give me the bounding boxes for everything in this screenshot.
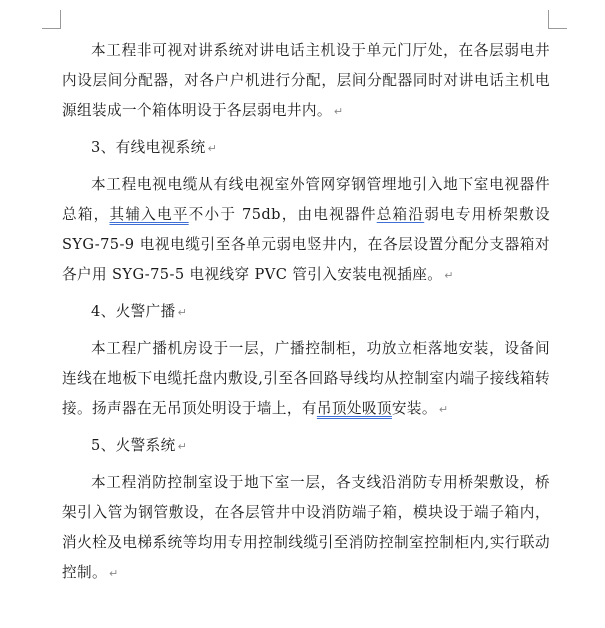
paragraph-mark-icon: ↵: [177, 306, 188, 319]
grammar-flag-text[interactable]: 总箱沿: [376, 206, 425, 223]
paragraph-fire-broadcast[interactable]: [62, 334, 550, 425]
paragraph-text: 安装。: [391, 400, 437, 417]
grammar-flag-text[interactable]: 其辅入电平: [109, 206, 189, 223]
heading-text: 4、火警广播: [91, 303, 176, 320]
heading-fire-broadcast[interactable]: [62, 297, 550, 328]
paragraph-text: 不小于 75db，由电视器件: [188, 206, 377, 223]
heading-text: 3、有线电视系统: [91, 139, 206, 156]
paragraph-intercom[interactable]: [62, 36, 550, 127]
paragraph-cable-tv[interactable]: [62, 170, 550, 291]
heading-cable-tv[interactable]: [62, 133, 550, 164]
document-body[interactable]: [62, 36, 550, 595]
heading-fire-system[interactable]: [62, 431, 550, 462]
heading-text: 5、火警系统: [91, 437, 176, 454]
crop-mark-top-right: [548, 10, 549, 28]
paragraph-mark-icon: ↵: [444, 269, 454, 282]
crop-mark-top-left: [60, 10, 61, 28]
grammar-flag-text[interactable]: 吊顶处吸顶: [316, 400, 392, 417]
paragraph-text: 本工程电视电缆从有线电视室外管网穿钢管埋地引入地下室电视器件总箱，: [62, 176, 550, 223]
paragraph-mark-icon: ↵: [333, 105, 344, 118]
paragraph-text: 本工程消防控制室设于地下室一层，各支线沿消防专用桥架敷设，桥架引入管为钢管敷设，在各层管井中设消防端子箱，模块设于端子箱内，消火栓及电梯系统等均用专用控制线缆引至消防控制室控制柜内,实行联动控制。: [62, 474, 550, 581]
paragraph-text: 本工程非可视对讲系统对讲电话主机设于单元门厅处，在各层弱电井内设层间分配器，对各户户机进行分配，层间分配器同时对讲电话主机电源组装成一个箱体明设于各层弱电井内。: [62, 42, 550, 119]
paragraph-fire-system[interactable]: [62, 468, 550, 589]
paragraph-mark-icon: ↵: [438, 403, 449, 416]
paragraph-mark-icon: ↵: [207, 142, 218, 155]
crop-mark-top-left: [42, 28, 61, 29]
paragraph-text: 弱电专用桥架敷设 SYG-75-9 电视电缆引至各单元弱电竖井内，在各层设置分配分支器箱对各户用 SYG-75-5 电视线穿 PVC 管引入安装电视插座。: [62, 206, 551, 283]
crop-mark-top-right: [548, 28, 567, 29]
paragraph-text: 本工程广播机房设于一层，广播控制柜，功放立柜落地安装，设备间连线在地板下电缆托盘内敷设,引至各回路导线均从控制室内端子接线箱转接。扬声器在无吊顶处明设于墙上，有: [62, 340, 550, 417]
paragraph-mark-icon: ↵: [177, 440, 188, 453]
paragraph-mark-icon: ↵: [108, 567, 119, 580]
